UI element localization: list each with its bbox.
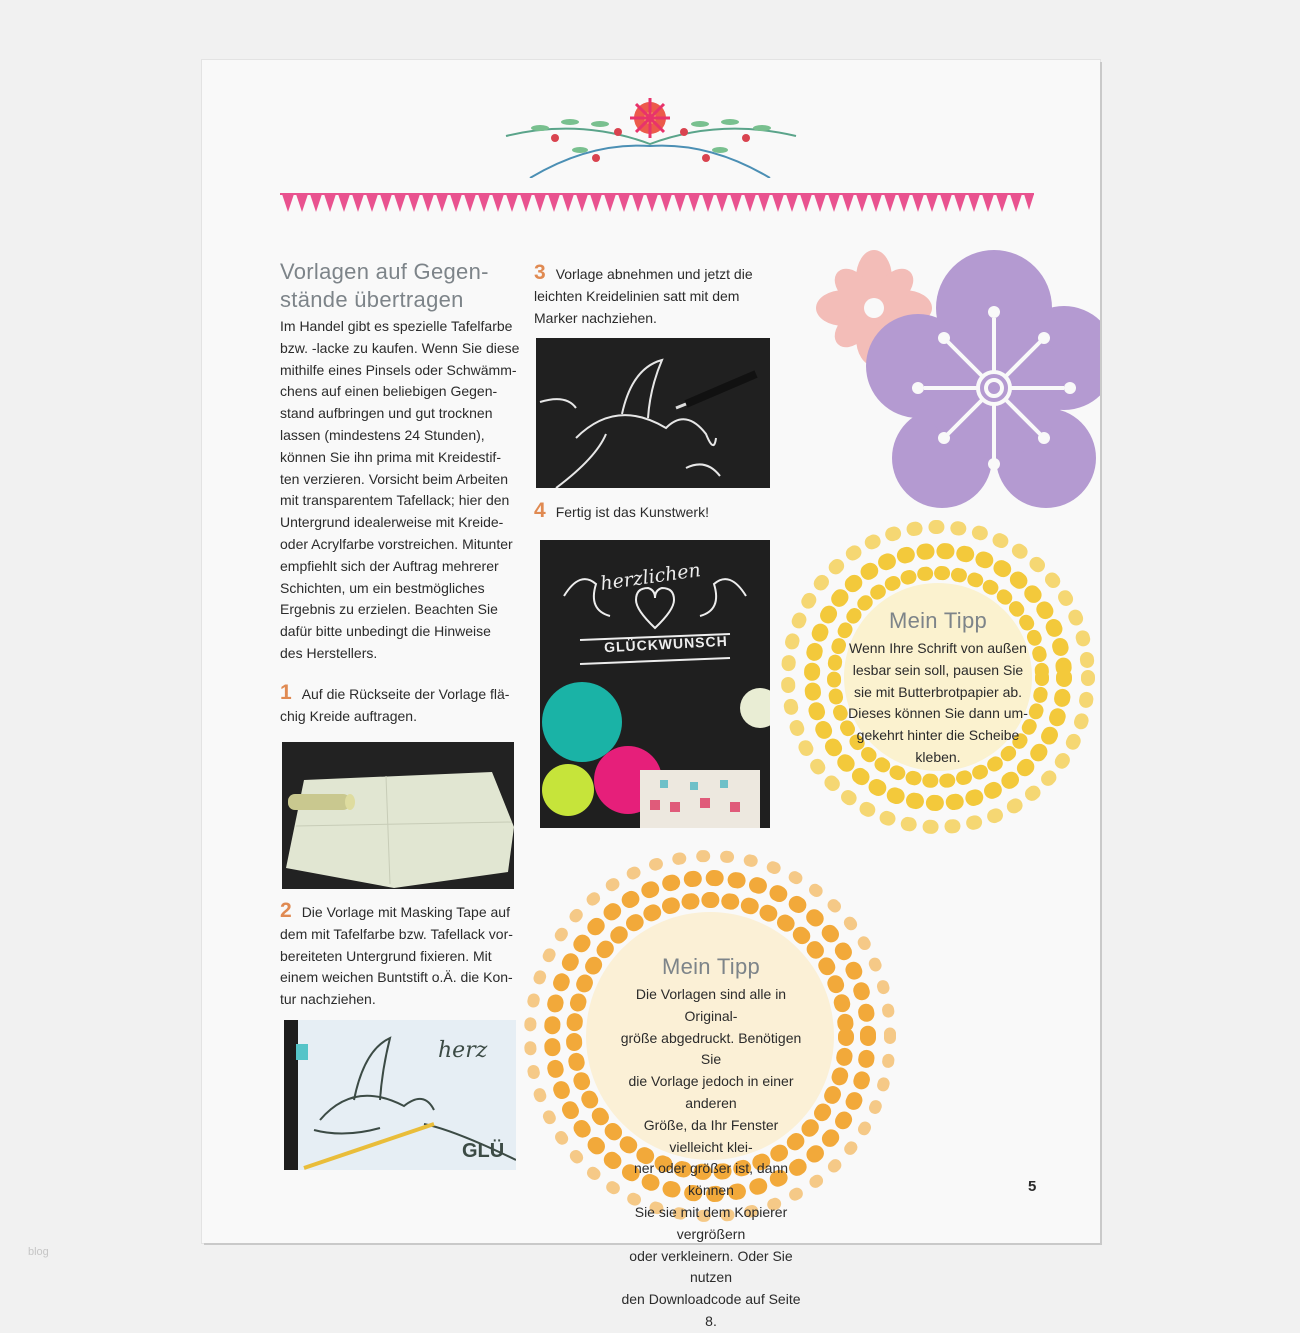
tip-box-2 [616,954,806,1333]
heading-line: Vorlagen auf Gegen- [280,259,489,284]
heading-line: stände übertragen [280,287,464,312]
intro-paragraph [280,316,520,665]
tip-line: Die Vorlagen sind alle in Original- [635,986,787,1024]
photo-tracing [284,1020,516,1170]
tip-body [616,984,806,1333]
intro-line: Untergrund idealerweise mit Kreide- [280,514,504,531]
section-heading [280,258,520,314]
tip-line: gekehrt hinter die Scheibe [856,727,1020,744]
intro-line: stand aufbringen und gut trocknen [280,405,493,422]
step-number: 2 [280,899,292,922]
intro-section [280,258,520,665]
step-line: chig Kreide auftragen. [280,707,417,724]
intro-line: Im Handel gibt es spezielle Tafelfarbe [280,318,513,334]
step-line: Auf die Rückseite der Vorlage flä- [301,686,510,702]
step-line: Die Vorlage mit Masking Tape auf [301,904,510,920]
step-line: Marker nachziehen. [534,309,657,326]
step-line: leichten Kreidelinien satt mit dem [534,287,740,304]
tip-line: ner oder größer ist, dann können [633,1160,789,1199]
tip-line: Wenn Ihre Schrift von außen [849,640,1027,656]
intro-line: Ergebnis zu erzielen. Beachten Sie [280,601,498,618]
photo-finished-board [540,540,770,828]
chalk-bird-icon [536,338,770,488]
tracing-word-bottom: GLÜ [462,1140,505,1162]
chalk-art-icon [540,540,770,828]
step-line: dem mit Tafelfarbe bzw. Tafellack vor- [280,925,513,942]
step-line: Fertig ist das Kunstwerk! [555,504,709,520]
tip-title: Mein Tipp [888,608,988,633]
floral-ornament-icon [500,98,802,178]
intro-line: lassen (mindestens 24 Stunden), [280,426,485,443]
intro-line: mit transparentem Tafellack; hier den [280,492,510,509]
step-number: 3 [534,261,546,284]
intro-line: chens auf einen beliebigen Gegen- [280,383,498,400]
step-line: Vorlage abnehmen und jetzt die [555,266,753,282]
tip-line: lesbar sein soll, pausen Sie [852,661,1024,678]
step-number: 4 [534,499,546,522]
chalk-word-top: herzlichen [598,559,703,595]
stamped-flowers-icon [814,248,1100,518]
page-number: 5 [1028,1178,1037,1195]
step-2 [280,900,520,1011]
tip-line: Größe, da Ihr Fenster vielleicht klei- [643,1116,779,1155]
intro-line: oder Acrylfarbe vorstreichen. Mitunter [280,535,513,552]
photo-marker-board [536,338,770,488]
tip-line: die Vorlage jedoch in einer anderen [628,1073,794,1111]
intro-line: ten verzieren. Vorsicht beim Arbeiten [280,470,509,487]
intro-line: können Sie ihn prima mit Kreidestif- [280,448,501,465]
step-number: 1 [280,681,292,704]
step-line: tur nachziehen. [280,991,376,1008]
intro-line: empfiehlt sich der Auftrag mehrerer [280,557,499,574]
intro-line: des Herstellers. [280,644,378,661]
step-line: bereiteten Untergrund fixieren. Mit [280,947,492,964]
chalk-word-banner: GLÜCKWUNSCH [603,632,729,656]
intro-line: dafür bitte unbedingt die Hinweise [280,623,491,640]
tip-line: den Downloadcode auf Seite 8. [621,1291,801,1329]
tip-line: oder verkleinern. Oder Sie nutzen [629,1247,793,1286]
photo-chalk-paper [282,742,514,889]
tip-line: größe abgedruckt. Benötigen Sie [620,1029,802,1068]
step-line: einem weichen Buntstift o.Ä. die Kon- [280,969,513,986]
tip-line: kleben. [915,748,961,765]
book-page [202,60,1100,1329]
chalk-paper-icon [282,742,514,889]
tip-line: Sie sie mit dem Kopierer vergrößern [634,1203,788,1242]
tip-body [838,638,1038,769]
tip-line: sie mit Butterbrotpapier ab. [853,683,1023,700]
intro-line: Schichten, um ein bestmögliches [280,579,485,596]
tip-box-1 [838,608,1038,769]
tip-title: Mein Tipp [661,954,761,979]
intro-line: mithilfe eines Pinsels oder Schwämm- [280,361,517,378]
tip-line: Dieses können Sie dann um- [848,705,1028,722]
step-1 [280,682,520,728]
intro-line: bzw. -lacke zu kaufen. Wenn Sie diese [280,339,520,356]
tracing-word: herz [438,1038,488,1063]
step-4 [534,500,774,524]
step-3 [534,262,774,329]
pennant-garland-icon [280,192,1034,216]
watermark-text: blog [28,1246,49,1258]
